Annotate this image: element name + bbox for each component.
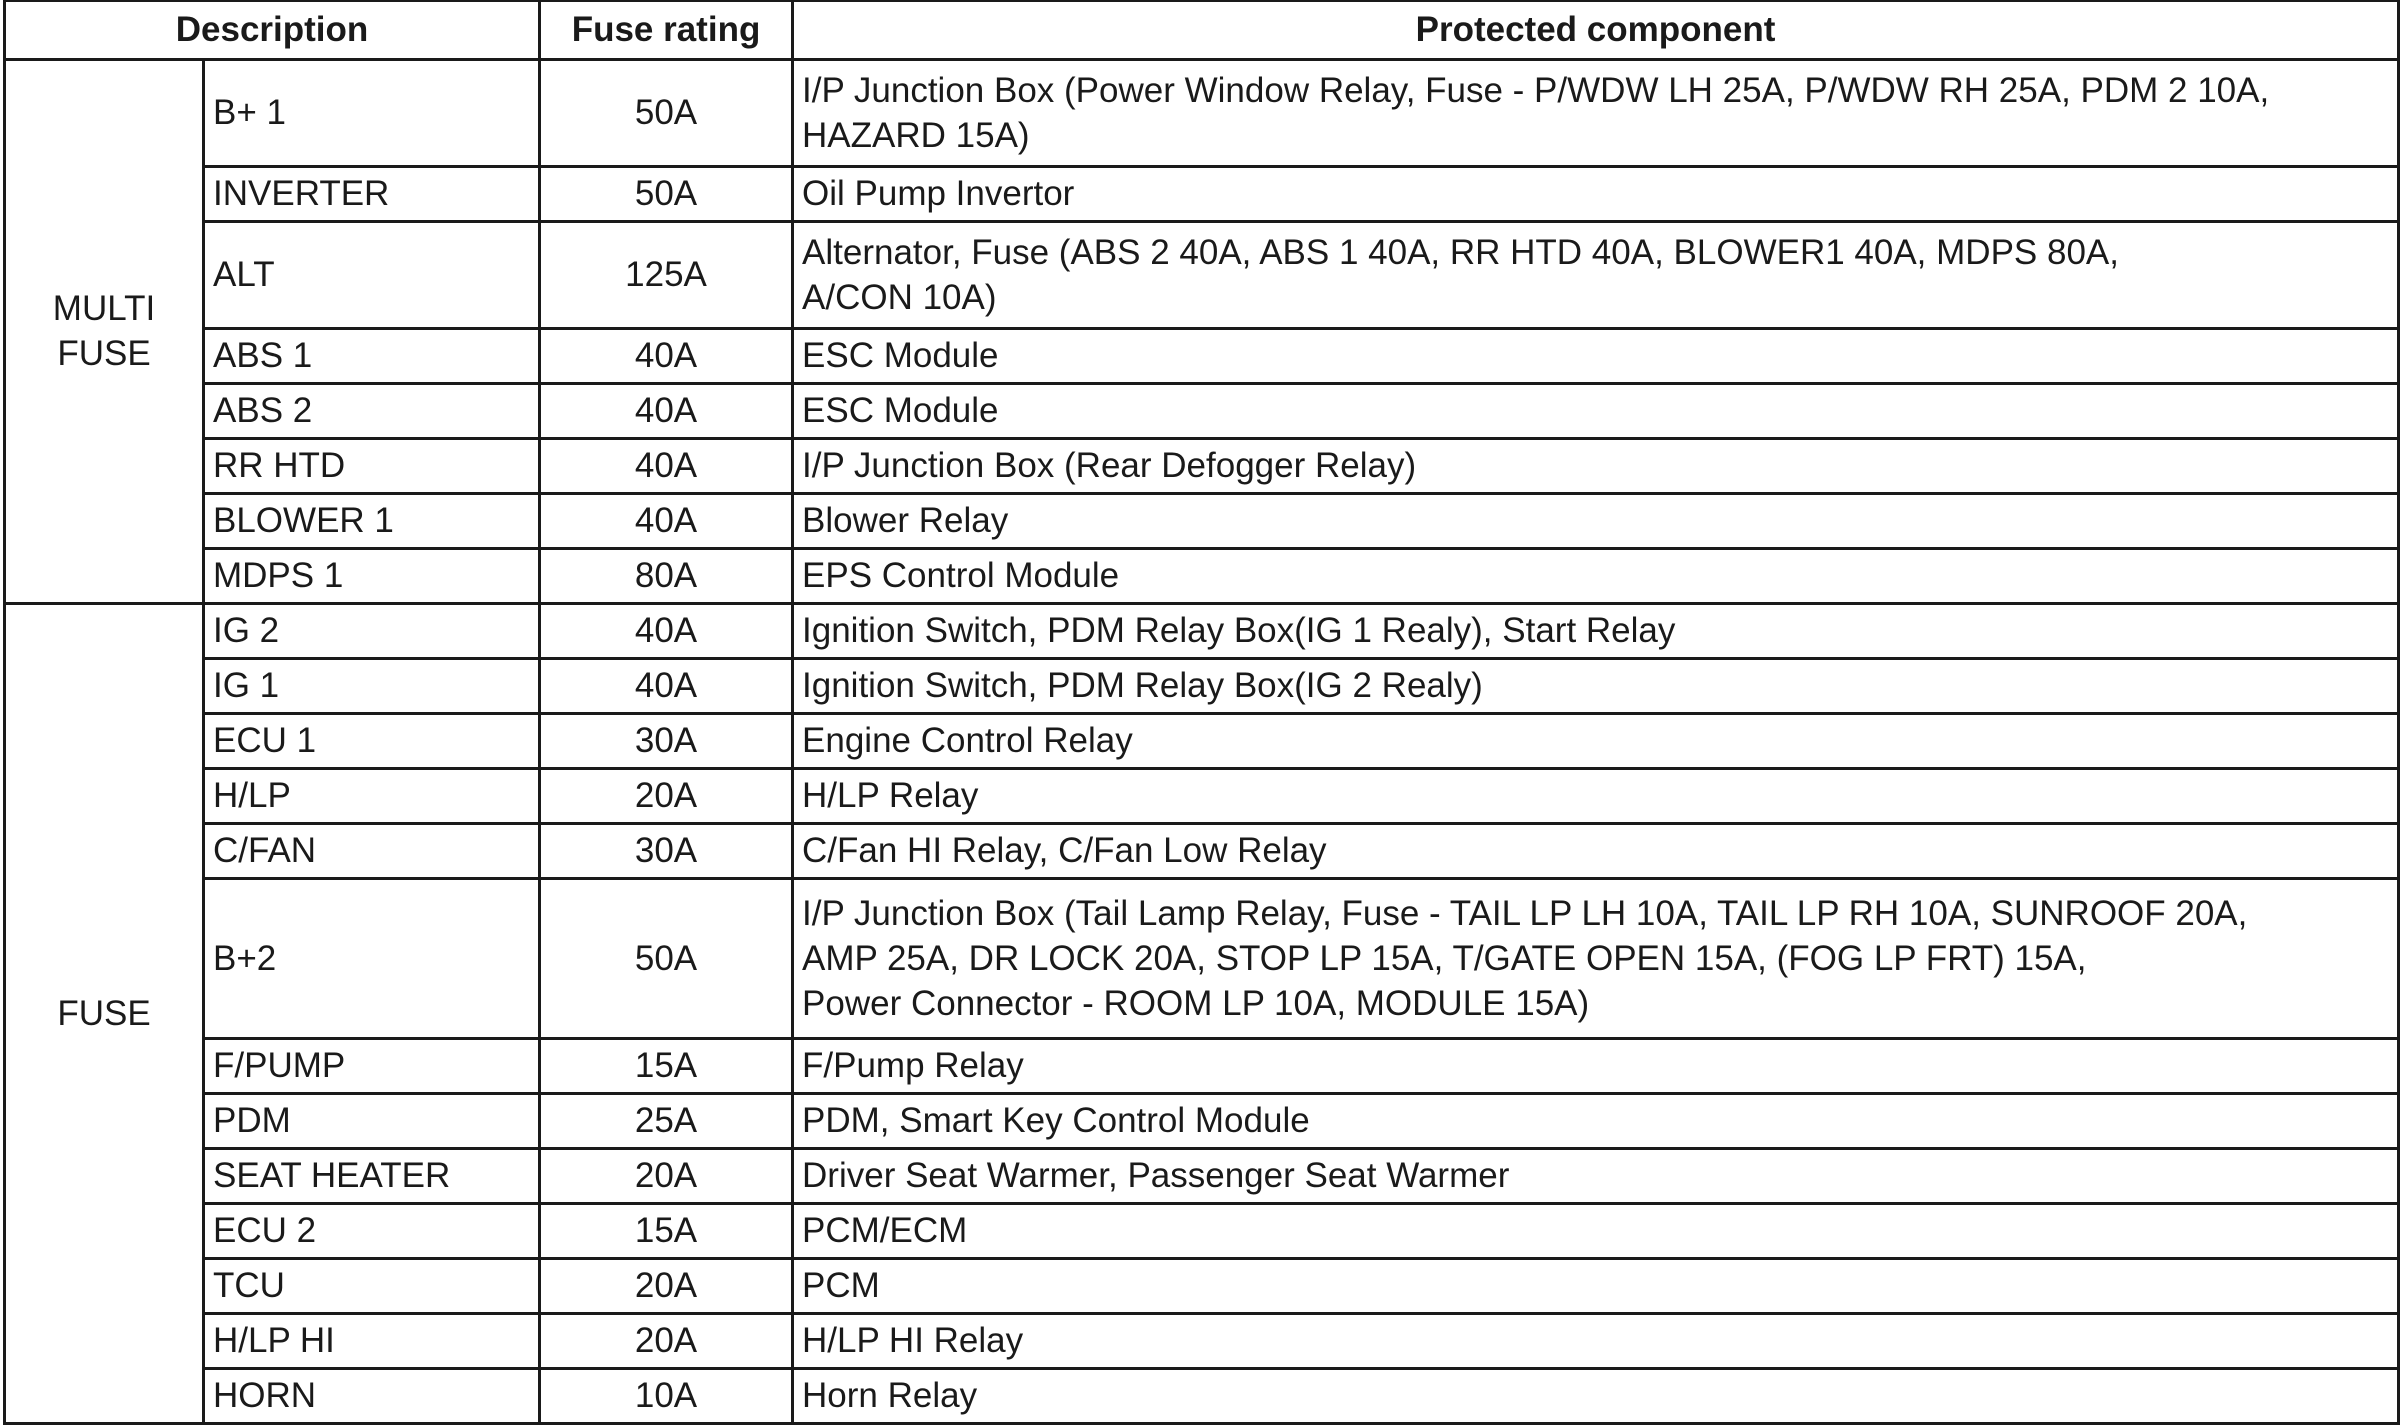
protected-component <box>793 328 2399 383</box>
component-line: AMP 25A, DR LOCK 20A, STOP LP 15A, T/GATE OPEN 15A, (FOG LP FRT) 15A, <box>802 938 2087 978</box>
protected-component <box>793 1258 2399 1313</box>
fuse-rating: 40A <box>540 658 793 713</box>
protected-component <box>793 1368 2399 1423</box>
fuse-rating: 125A <box>540 221 793 328</box>
fuse-rating: 40A <box>540 383 793 438</box>
table-row <box>5 823 2399 878</box>
group-label-line: FUSE <box>57 334 151 373</box>
fuse-table <box>3 0 2400 1425</box>
fuse-name: SEAT HEATER <box>204 1148 540 1203</box>
fuse-rating: 40A <box>540 438 793 493</box>
fuse-rating: 10A <box>540 1368 793 1423</box>
fuse-rating: 20A <box>540 1313 793 1368</box>
fuse-rating: 30A <box>540 823 793 878</box>
fuse-table-body <box>5 59 2399 1423</box>
table-row <box>5 1203 2399 1258</box>
table-row <box>5 1093 2399 1148</box>
component-line: C/Fan HI Relay, C/Fan Low Relay <box>802 831 1327 870</box>
fuse-rating: 40A <box>540 328 793 383</box>
fuse-rating: 15A <box>540 1038 793 1093</box>
header-fuse-rating: Fuse rating <box>540 1 793 59</box>
fuse-name: H/LP <box>204 768 540 823</box>
protected-component <box>793 548 2399 603</box>
header-protected-component: Protected component <box>793 1 2399 59</box>
component-line: Driver Seat Warmer, Passenger Seat Warmer <box>802 1156 1510 1195</box>
group-multi-fuse <box>5 59 204 603</box>
component-line: F/Pump Relay <box>802 1046 1024 1085</box>
group-label-line: MULTI <box>52 289 156 328</box>
fuse-rating: 20A <box>540 1258 793 1313</box>
protected-component <box>793 1093 2399 1148</box>
table-row <box>5 658 2399 713</box>
table-row <box>5 1038 2399 1093</box>
table-row <box>5 383 2399 438</box>
fuse-rating: 15A <box>540 1203 793 1258</box>
protected-component <box>793 1148 2399 1203</box>
table-row <box>5 878 2399 1038</box>
component-line: Blower Relay <box>802 501 1009 540</box>
table-row <box>5 59 2399 166</box>
fuse-name: ECU 2 <box>204 1203 540 1258</box>
fuse-name: MDPS 1 <box>204 548 540 603</box>
protected-component <box>793 59 2399 166</box>
component-line: ESC Module <box>802 336 999 375</box>
component-line: PCM <box>802 1266 880 1305</box>
fuse-name: TCU <box>204 1258 540 1313</box>
component-line: Ignition Switch, PDM Relay Box(IG 1 Realy), Start Relay <box>802 611 1676 650</box>
fuse-rating: 20A <box>540 1148 793 1203</box>
protected-component <box>793 1313 2399 1368</box>
table-row <box>5 438 2399 493</box>
component-line: Alternator, Fuse (ABS 2 40A, ABS 1 40A, RR HTD 40A, BLOWER1 40A, MDPS 80A, <box>802 232 2119 272</box>
table-row <box>5 1368 2399 1423</box>
table-row <box>5 548 2399 603</box>
protected-component <box>793 1038 2399 1093</box>
protected-component <box>793 658 2399 713</box>
header-row <box>5 1 2399 59</box>
fuse-name: HORN <box>204 1368 540 1423</box>
table-row <box>5 493 2399 548</box>
fuse-name: ECU 1 <box>204 713 540 768</box>
fuse-name: IG 2 <box>204 603 540 658</box>
table-row <box>5 713 2399 768</box>
component-line: EPS Control Module <box>802 556 1120 595</box>
fuse-rating: 40A <box>540 493 793 548</box>
component-line: A/CON 10A) <box>802 277 997 317</box>
fuse-rating: 50A <box>540 59 793 166</box>
fuse-rating: 80A <box>540 548 793 603</box>
protected-component <box>793 878 2399 1038</box>
fuse-name: PDM <box>204 1093 540 1148</box>
component-line: I/P Junction Box (Tail Lamp Relay, Fuse - TAIL LP LH 10A, TAIL LP RH 10A, SUNROOF 20A, <box>802 893 2248 933</box>
protected-component <box>793 438 2399 493</box>
component-line: I/P Junction Box (Rear Defogger Relay) <box>802 446 1417 485</box>
component-line: PDM, Smart Key Control Module <box>802 1101 1310 1140</box>
fuse-name: ABS 1 <box>204 328 540 383</box>
fuse-rating: 25A <box>540 1093 793 1148</box>
fuse-name: B+2 <box>204 878 540 1038</box>
fuse-name: ALT <box>204 221 540 328</box>
fuse-rating: 50A <box>540 878 793 1038</box>
component-line: Power Connector - ROOM LP 10A, MODULE 15A) <box>802 983 1590 1023</box>
table-row <box>5 328 2399 383</box>
table-row <box>5 166 2399 221</box>
group-fuse <box>5 603 204 1423</box>
component-line: PCM/ECM <box>802 1211 968 1250</box>
fuse-rating: 30A <box>540 713 793 768</box>
protected-component <box>793 768 2399 823</box>
fuse-name: IG 1 <box>204 658 540 713</box>
component-line: Engine Control Relay <box>802 721 1133 760</box>
component-line: Horn Relay <box>802 1376 978 1415</box>
header-description: Description <box>5 1 540 59</box>
component-line: HAZARD 15A) <box>802 115 1030 155</box>
protected-component <box>793 823 2399 878</box>
component-line: H/LP Relay <box>802 776 979 815</box>
fuse-rating: 40A <box>540 603 793 658</box>
fuse-rating: 50A <box>540 166 793 221</box>
group-label-line: FUSE <box>57 993 151 1033</box>
table-row <box>5 603 2399 658</box>
component-line: I/P Junction Box (Power Window Relay, Fuse - P/WDW LH 25A, P/WDW RH 25A, PDM 2 10A, <box>802 70 2270 110</box>
fuse-name: C/FAN <box>204 823 540 878</box>
fuse-name: INVERTER <box>204 166 540 221</box>
protected-component <box>793 383 2399 438</box>
fuse-rating: 20A <box>540 768 793 823</box>
protected-component <box>793 713 2399 768</box>
table-row <box>5 1258 2399 1313</box>
component-line: ESC Module <box>802 391 999 430</box>
fuse-name: F/PUMP <box>204 1038 540 1093</box>
table-row <box>5 1313 2399 1368</box>
table-row <box>5 768 2399 823</box>
table-row <box>5 1148 2399 1203</box>
fuse-name: B+ 1 <box>204 59 540 166</box>
protected-component <box>793 603 2399 658</box>
protected-component <box>793 221 2399 328</box>
protected-component <box>793 1203 2399 1258</box>
fuse-name: H/LP HI <box>204 1313 540 1368</box>
component-line: Oil Pump Invertor <box>802 174 1075 213</box>
component-line: Ignition Switch, PDM Relay Box(IG 2 Realy) <box>802 666 1483 705</box>
protected-component <box>793 166 2399 221</box>
component-line: H/LP HI Relay <box>802 1321 1024 1360</box>
fuse-name: BLOWER 1 <box>204 493 540 548</box>
protected-component <box>793 493 2399 548</box>
fuse-name: ABS 2 <box>204 383 540 438</box>
fuse-name: RR HTD <box>204 438 540 493</box>
table-row <box>5 221 2399 328</box>
